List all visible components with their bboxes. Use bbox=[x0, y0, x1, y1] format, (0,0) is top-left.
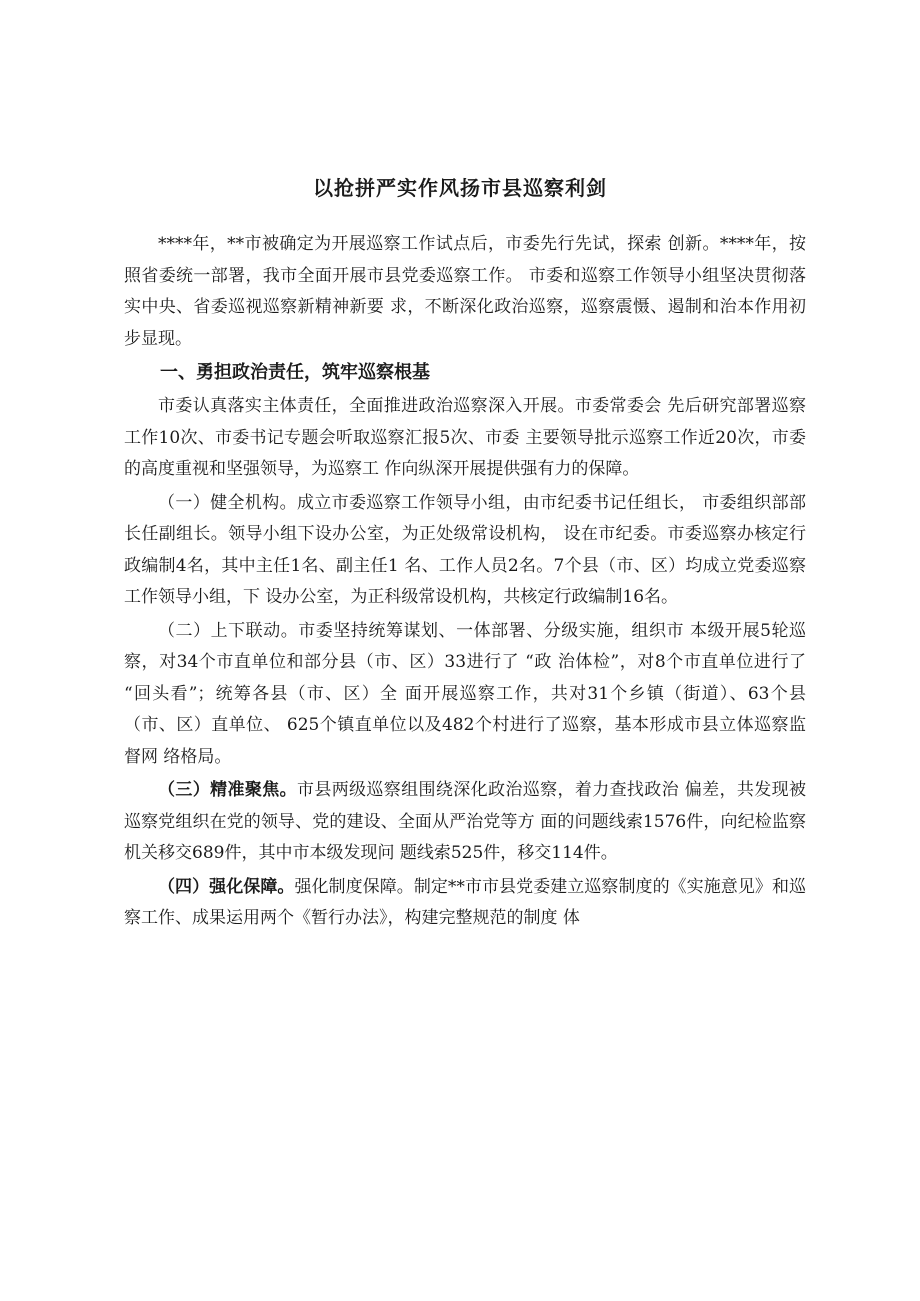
section-1-paragraph: 市委认真落实主体责任，全面推进政治巡察深入开展。市委常委会 先后研究部署巡察工作10次、市委书记专题会听取巡察汇报5次、市委 主要领导批示巡察工作近20次，市委的高度重视和坚强领导，为巡察工 作向纵深开展提供强有力的保障。 bbox=[124, 396, 806, 479]
intro-paragraph: ****年，**市被确定为开展巡察工作试点后，市委先行先试，探索 创新。****年，按照省委统一部署，我市全面开展市县党委巡察工作。 市委和巡察工作领导小组坚决贯彻落实中央、省委巡视巡察新精神新要 求，不断深化政治巡察，巡察震慑、遏制和治本作用初步显现。 bbox=[124, 234, 806, 349]
document-body bbox=[124, 229, 806, 935]
item-4-text: 强化制度保障。制定**市市县党委建立巡察制度的《实施意见》和巡察工作、成果运用两个《暂行办法》，构建完整规范的制度 体 bbox=[124, 876, 807, 928]
item-4-paragraph bbox=[124, 872, 806, 935]
item-2-paragraph: （二）上下联动。市委坚持统筹谋划、一体部署、分级实施，组织市 本级开展5轮巡察，对34个市直单位和部分县（市、区）33进行了 “政 治体检”，对8个市直单位进行了 “回头看”；统筹各县（市、区）全 面开展巡察工作，共对31个乡镇（街道）、63个县（市、区）直单位、 625个镇直单位以及482个村进行了巡察，基本形成市县立体巡察监督网 络格局。 bbox=[124, 620, 806, 767]
item-4-lead: （四）强化保障。 bbox=[158, 876, 295, 897]
item-3-text: 市县两级巡察组围绕深化政治巡察，着力查找政治 偏差，共发现被巡察党组织在党的领导、党的建设、全面从严治党等方 面的问题线索1576件，向纪检监察机关移交689件，其中市本级发现问 题线索525件，移交114件。 bbox=[124, 780, 807, 863]
item-3-paragraph bbox=[124, 775, 806, 870]
section-heading-1: 一、勇担政治责任，筑牢巡察根基 bbox=[160, 362, 430, 383]
item-3-lead: （三）精准聚焦。 bbox=[158, 780, 297, 800]
item-1-paragraph: （一）健全机构。成立市委巡察工作领导小组，由市纪委书记任组长， 市委组织部部长任副组长。领导小组下设办公室，为正处级常设机构， 设在市纪委。市委巡察办核定行政编制4名，其中主任1名、副主任1 名、工作人员2名。7个县（市、区）均成立党委巡察工作领导小组，下 设办公室，为正科级常设机构，共核定行政编制16名。 bbox=[124, 492, 806, 607]
document-title: 以抢拼严实作风扬市县巡察利剑 bbox=[313, 176, 607, 200]
